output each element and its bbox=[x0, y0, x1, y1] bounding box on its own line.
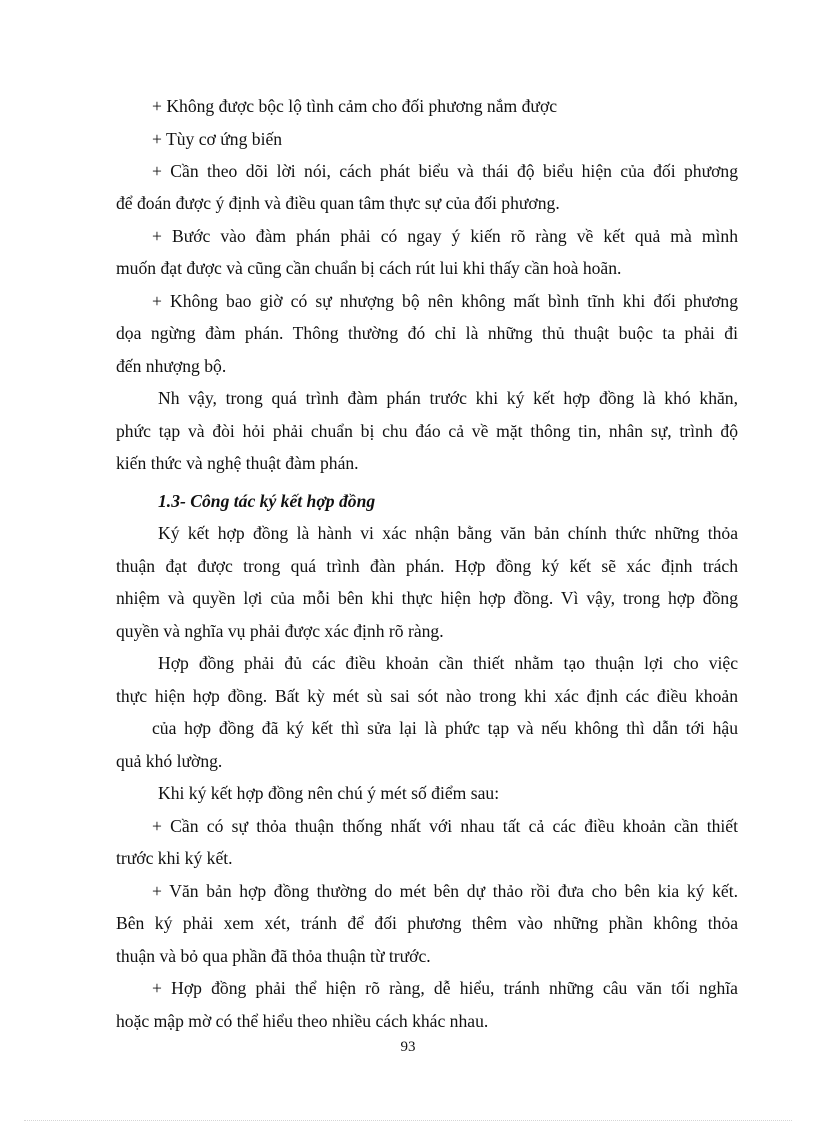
text-line: để đoán được ý định và điều quan tâm thực sự của đối phương. bbox=[116, 193, 560, 213]
text-line: phức tạp và đòi hỏi phải chuẩn bị chu đáo cả về mặt thông tin, nhân sự, trình độ bbox=[116, 421, 738, 441]
text-line: thuận và bỏ qua phần đã thỏa thuận từ trước. bbox=[116, 946, 431, 966]
bullet-line: + Văn bản hợp đồng thường do mét bên dự thảo rồi đưa cho bên kia ký kết. bbox=[152, 881, 738, 901]
text-line: trước khi ký kết. bbox=[116, 848, 233, 868]
paragraph-line: Nh vậy, trong quá trình đàm phán trước khi ký kết hợp đồng là khó khăn, bbox=[158, 388, 738, 408]
bullet-line: + Tùy cơ ứng biến bbox=[152, 129, 283, 149]
text-line: dọa ngừng đàm phán. Thông thường đó chỉ là những thủ thuật buộc ta phải đi bbox=[116, 323, 738, 343]
text-line: quyền và nghĩa vụ phải được xác định rõ ràng. bbox=[116, 621, 444, 641]
bullet-line: + Không được bộc lộ tình cảm cho đối phương nắm được bbox=[152, 96, 558, 116]
paragraph-line: Khi ký kết hợp đồng nên chú ý mét số điểm sau: bbox=[158, 783, 500, 803]
page-number: 93 bbox=[400, 1039, 416, 1055]
text-line: muốn đạt được và cũng cần chuẩn bị cách rút lui khi thấy cần hoà hoãn. bbox=[116, 258, 622, 278]
page-bottom-divider bbox=[24, 1120, 792, 1121]
text-line: nhiệm và quyền lợi của mỗi bên khi thực hiện hợp đồng. Vì vậy, trong hợp đồng bbox=[116, 588, 738, 608]
text-line: Bên ký phải xem xét, tránh để đối phương thêm vào những phần không thỏa bbox=[116, 913, 738, 933]
text-line: quả khó lường. bbox=[116, 751, 223, 771]
text-line: thực hiện hợp đồng. Bất kỳ mét sù sai sót nào trong khi xác định các điều khoản bbox=[116, 686, 738, 706]
text-line: hoặc mập mờ có thể hiểu theo nhiều cách khác nhau. bbox=[116, 1011, 489, 1031]
text-line: của hợp đồng đã ký kết thì sửa lại là phức tạp và nếu không thì dẫn tới hậu bbox=[152, 718, 738, 738]
paragraph-line: Ký kết hợp đồng là hành vi xác nhận bằng văn bản chính thức những thỏa bbox=[158, 523, 738, 543]
text-line: đến nhượng bộ. bbox=[116, 356, 227, 376]
text-line: kiến thức và nghệ thuật đàm phán. bbox=[116, 453, 359, 473]
bullet-line: + Cần theo dõi lời nói, cách phát biểu và thái độ biểu hiện của đối phương bbox=[152, 161, 738, 181]
text-line: thuận đạt được trong quá trình đàn phán. Hợp đồng ký kết sẽ xác định trách bbox=[116, 556, 738, 576]
paragraph-line: Hợp đồng phải đủ các điều khoản cần thiết nhằm tạo thuận lợi cho việc bbox=[158, 653, 738, 673]
bullet-line: + Không bao giờ có sự nhượng bộ nên không mất bình tĩnh khi đối phương bbox=[152, 291, 738, 311]
bullet-line: + Hợp đồng phải thể hiện rõ ràng, dễ hiểu, tránh những câu văn tối nghĩa bbox=[152, 978, 738, 998]
bullet-line: + Cần có sự thỏa thuận thống nhất với nhau tất cả các điều khoản cần thiết bbox=[152, 816, 738, 836]
bullet-line: + Bước vào đàm phán phải có ngay ý kiến rõ ràng về kết quả mà mình bbox=[152, 226, 738, 246]
section-heading: 1.3- Công tác ký kết hợp đồng bbox=[158, 491, 376, 511]
